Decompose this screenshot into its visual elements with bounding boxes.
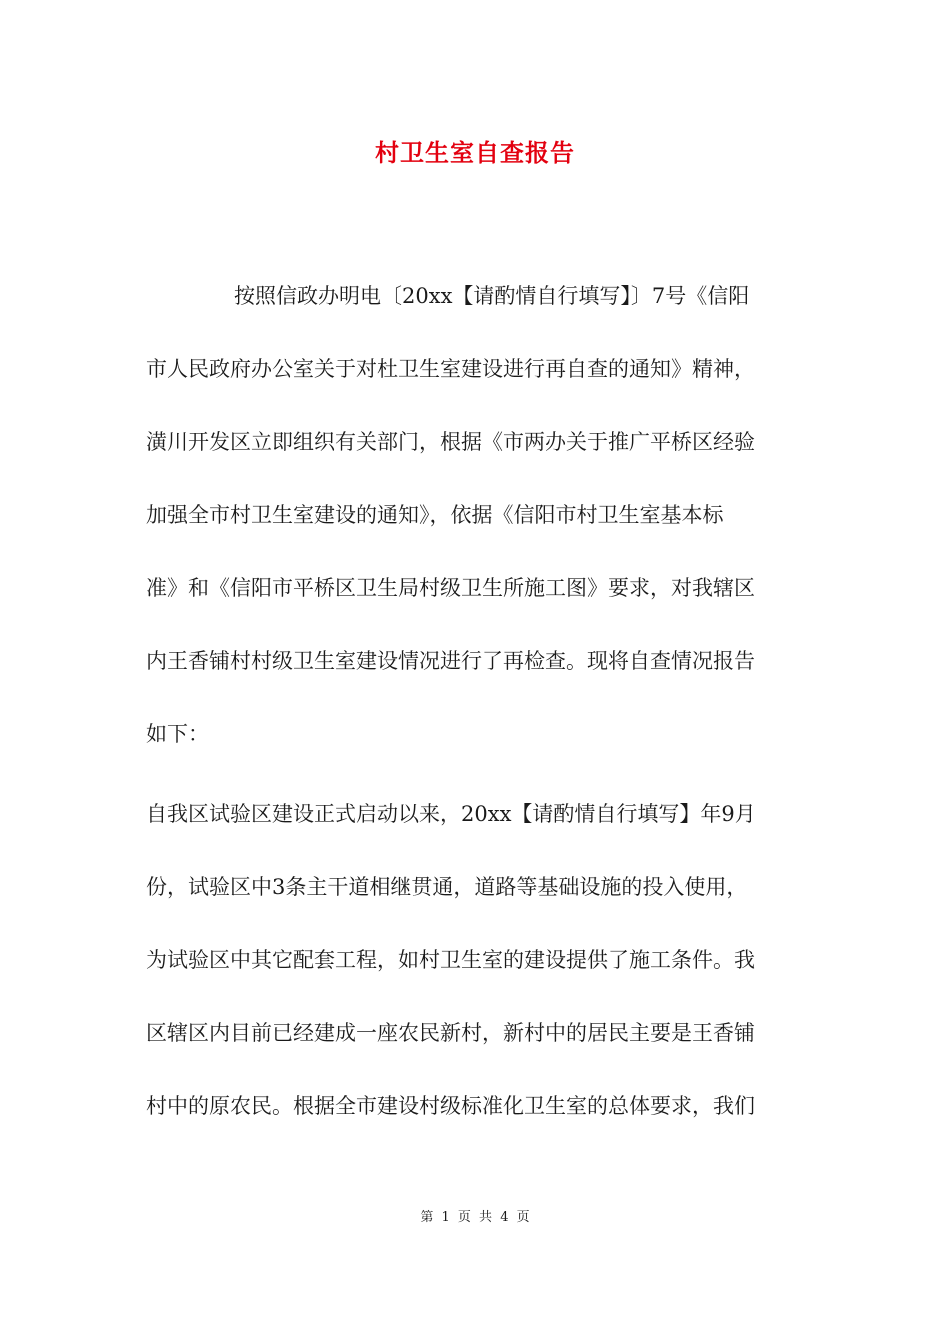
body-line-11: 区辖区内目前已经建成一座农民新村，新村中的居民主要是王香铺 bbox=[146, 1021, 755, 1045]
body-line-4: 加强全市村卫生室建设的通知》，依据《信阳市村卫生室基本标 bbox=[146, 503, 724, 527]
body-line-7: 如下： bbox=[146, 722, 209, 746]
body-line-6: 内王香铺村村级卫生室建设情况进行了再检查。现将自查情况报告 bbox=[146, 649, 755, 673]
body-line-2: 市人民政府办公室关于对杜卫生室建设进行再自查的通知》精神， bbox=[146, 357, 755, 381]
body-line-10: 为试验区中其它配套工程，如村卫生室的建设提供了施工条件。我 bbox=[146, 948, 755, 972]
page-number-footer: 第 1 页 共 4 页 bbox=[420, 1210, 530, 1225]
body-line-12: 村中的原农民。根据全市建设村级标准化卫生室的总体要求，我们 bbox=[146, 1094, 755, 1118]
body-line-5: 准》和《信阳市平桥区卫生局村级卫生所施工图》要求，对我辖区 bbox=[146, 576, 755, 600]
body-line-9: 份，试验区中3条主干道相继贯通，道路等基础设施的投入使用， bbox=[146, 875, 748, 899]
body-line-8: 自我区试验区建设正式启动以来，20xx【请酌情自行填写】年9月 bbox=[146, 802, 756, 826]
body-line-1: 按照信政办明电〔20xx【请酌情自行填写】〕7号《信阳 bbox=[234, 284, 750, 308]
document-title: 村卫生室自查报告 bbox=[375, 138, 575, 167]
body-line-3: 潢川开发区立即组织有关部门，根据《市两办关于推广平桥区经验 bbox=[146, 430, 755, 454]
